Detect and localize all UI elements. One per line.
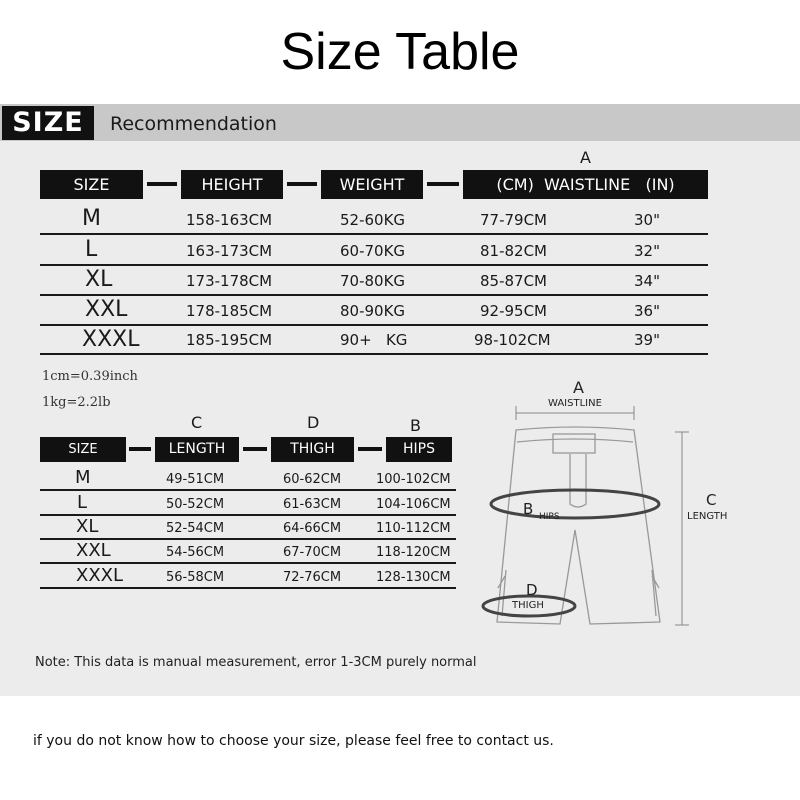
hips-cell: 128-130CM <box>376 570 451 585</box>
row-divider <box>40 587 456 589</box>
row-divider <box>40 562 456 564</box>
row-divider <box>40 514 456 516</box>
header-height: HEIGHT <box>181 170 283 199</box>
height-cell: 158-163CM <box>186 211 273 229</box>
weight-cell: 60-70KG <box>340 242 406 260</box>
waist-cm-cell: 77-79CM <box>480 211 548 229</box>
row-divider <box>40 294 708 296</box>
thigh-cell: 72-76CM <box>283 570 342 585</box>
header-hips: HIPS <box>386 437 452 462</box>
hips-cell: 110-112CM <box>376 521 451 536</box>
hips-letter: B <box>410 416 421 435</box>
waist-in-cell: 30" <box>634 211 660 229</box>
size-cell: M <box>75 467 91 488</box>
diagram-thigh-letter: D <box>526 581 538 599</box>
size-cell: XXXL <box>82 327 140 352</box>
height-cell: 173-178CM <box>186 272 273 290</box>
hips-cell: 118-120CM <box>376 545 451 560</box>
height-cell: 185-195CM <box>186 331 273 349</box>
thigh-cell: 64-66CM <box>283 521 342 536</box>
size-logo: SIZE <box>2 106 94 140</box>
diagram-length-letter: C <box>706 491 717 509</box>
size-cell: XXL <box>76 540 111 561</box>
hips-cell: 100-102CM <box>376 472 451 487</box>
header-size: SIZE <box>40 437 126 462</box>
thigh-cell: 67-70CM <box>283 545 342 560</box>
waist-in-cell: 32" <box>634 242 660 260</box>
header-waistline: (CM) WAISTLINE (IN) <box>463 170 708 199</box>
size-cell: XL <box>76 516 99 537</box>
header-dash <box>287 182 317 186</box>
length-cell: 52-54CM <box>166 521 225 536</box>
diagram-waist-label: WAISTLINE <box>548 398 602 409</box>
header-size: SIZE <box>40 170 143 199</box>
thigh-cell: 60-62CM <box>283 472 342 487</box>
header-dash <box>147 182 177 186</box>
waist-cm-cell: 98-102CM <box>474 331 551 349</box>
height-cell: 178-185CM <box>186 302 273 320</box>
size-cell: XXXL <box>76 565 124 586</box>
waist-in-cell: 39" <box>634 331 660 349</box>
recommendation-banner <box>0 104 800 141</box>
contact-footer: if you do not know how to choose your size, please feel free to contact us. <box>33 733 554 749</box>
measurement-note: Note: This data is manual measurement, error 1-3CM purely normal <box>35 655 477 670</box>
shorts-diagram <box>470 370 800 660</box>
waist-in-cell: 36" <box>634 302 660 320</box>
header-dash <box>243 447 267 451</box>
header-length: LENGTH <box>155 437 239 462</box>
header-dash <box>129 447 151 451</box>
length-cell: 50-52CM <box>166 497 225 512</box>
header-thigh: THIGH <box>271 437 354 462</box>
thigh-cell: 61-63CM <box>283 497 342 512</box>
row-divider <box>40 353 708 355</box>
recommendation-label: Recommendation <box>110 113 277 135</box>
diagram-waist-letter: A <box>573 378 584 397</box>
waist-cm-cell: 81-82CM <box>480 242 548 260</box>
size-cell: XL <box>85 267 113 292</box>
length-cell: 54-56CM <box>166 545 225 560</box>
diagram-hips-letter: B <box>523 500 534 518</box>
size-cell: L <box>85 237 98 262</box>
page-title: Size Table <box>280 23 520 81</box>
weight-cell: 80-90KG <box>340 302 406 320</box>
header-dash <box>427 182 459 186</box>
height-cell: 163-173CM <box>186 242 273 260</box>
row-divider <box>40 264 708 266</box>
row-divider <box>40 324 708 326</box>
waist-cm-cell: 92-95CM <box>480 302 548 320</box>
conversion-kg: 1kg=2.2lb <box>42 395 111 410</box>
size-cell: XXL <box>85 297 128 322</box>
header-dash <box>358 447 382 451</box>
header-weight: WEIGHT <box>321 170 423 199</box>
waist-cm-cell: 85-87CM <box>480 272 548 290</box>
weight-cell: 52-60KG <box>340 211 406 229</box>
waist-letter: A <box>580 148 591 167</box>
size-cell: M <box>82 206 101 231</box>
row-divider <box>40 489 456 491</box>
thigh-letter: D <box>307 413 320 432</box>
diagram-length-label: LENGTH <box>687 511 728 522</box>
waist-in-cell: 34" <box>634 272 660 290</box>
weight-cell: 90+ KG <box>340 331 408 349</box>
row-divider <box>40 233 708 235</box>
length-letter: C <box>191 413 203 432</box>
size-cell: L <box>77 492 88 513</box>
length-cell: 56-58CM <box>166 570 225 585</box>
weight-cell: 70-80KG <box>340 272 406 290</box>
hips-cell: 104-106CM <box>376 497 451 512</box>
diagram-hips-label: HIPS <box>539 512 560 522</box>
conversion-cm: 1cm=0.39inch <box>42 369 138 384</box>
length-cell: 49-51CM <box>166 472 225 487</box>
diagram-thigh-label: THIGH <box>512 600 544 611</box>
shorts-illustration <box>470 370 800 660</box>
